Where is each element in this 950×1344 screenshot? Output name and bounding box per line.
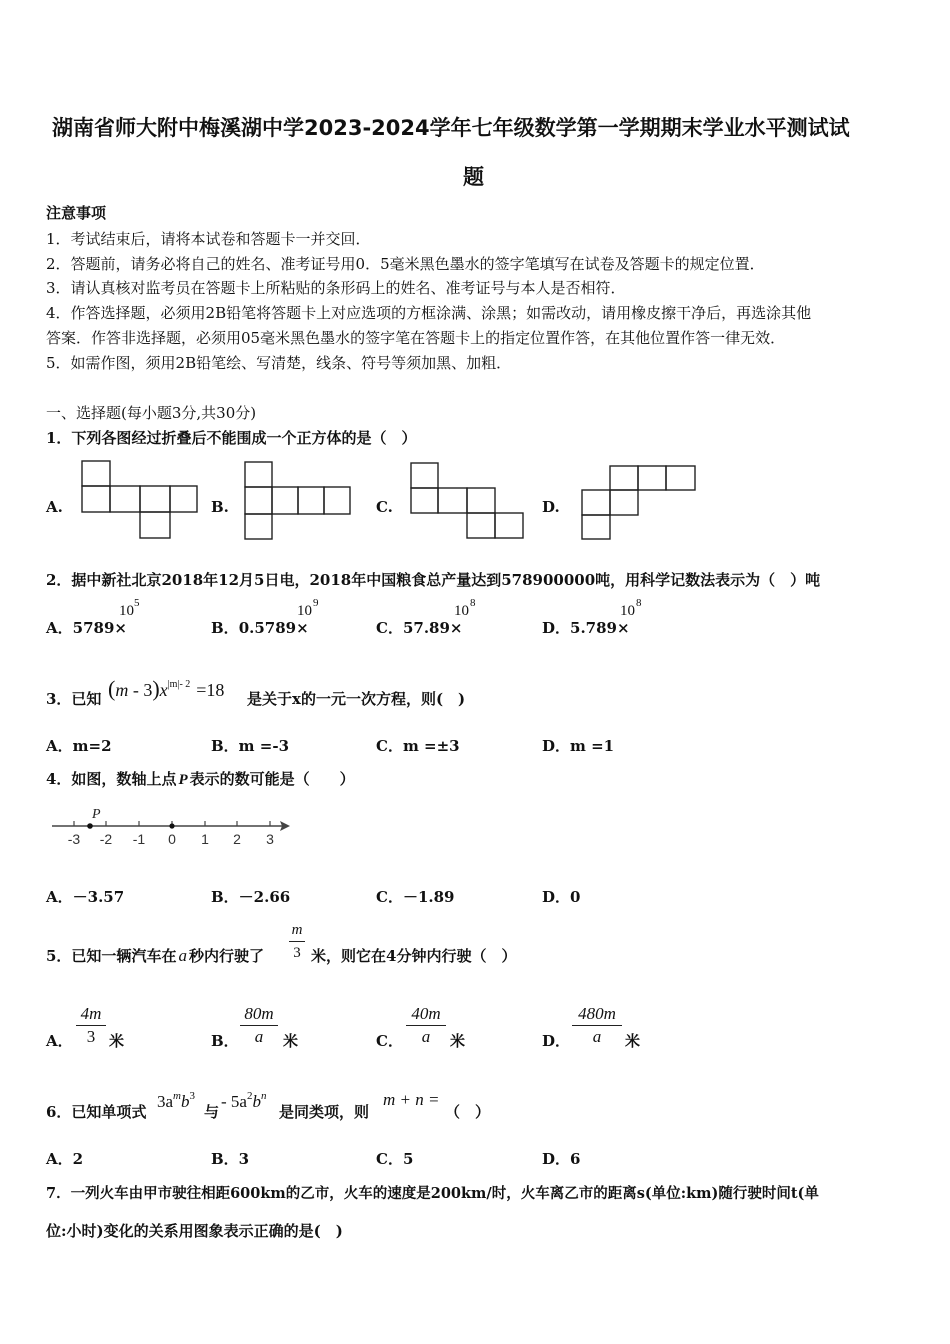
q2-option-c xyxy=(376,617,463,638)
frac-num: 40m xyxy=(411,1004,441,1023)
q6-end: （ ） xyxy=(445,1103,491,1121)
q3-option-a: A．m=2 xyxy=(46,737,112,755)
frac-den: a xyxy=(254,1027,264,1046)
question-1-stem: 1．下列各图经过折叠后不能围成一个正方体的是（ ） xyxy=(46,429,417,447)
notice-item: 5．如需作图，须用2B铅笔绘、写清楚，线条、符号等须加黑、加粗． xyxy=(46,354,512,372)
q3-exponent: |m|- 2 xyxy=(167,679,191,690)
q5-option-b-fraction xyxy=(240,1004,278,1047)
notice-heading: 注意事项 xyxy=(46,204,107,222)
q4-option-d: D．0 xyxy=(542,888,581,906)
q6-term2 xyxy=(221,1090,266,1112)
q6-term2-coef: - 5a xyxy=(221,1092,247,1111)
frac-num: 4m xyxy=(80,1004,102,1023)
q6-option-c: C．5 xyxy=(376,1150,414,1168)
question-6-post: 是同类项，则 xyxy=(279,1103,370,1121)
page-title-line2: 题 xyxy=(463,165,484,189)
q6-term2-exp-2: 2 xyxy=(246,1090,253,1102)
q6-term1-exp-m: m xyxy=(173,1090,181,1102)
q4-number-line xyxy=(48,805,298,850)
q3-equation xyxy=(108,676,224,702)
question-3-post: 是关于x的一元一次方程，则( ) xyxy=(247,690,466,708)
q6-option-a: A．2 xyxy=(46,1150,84,1168)
q5-option-a-fraction xyxy=(76,1004,106,1047)
q2-option-a-base: 10 xyxy=(119,603,134,619)
q3-minus-3: - 3 xyxy=(128,680,153,700)
q6-term1 xyxy=(157,1090,195,1112)
axis-label: 0 xyxy=(168,831,176,847)
q2-option-d-exp: 8 xyxy=(636,597,642,609)
q1-net-c xyxy=(411,463,526,541)
q4-option-a: A．－3.57 xyxy=(46,888,125,906)
q6-term2-exp-n: n xyxy=(260,1090,267,1102)
q6-term2-b: b xyxy=(252,1092,261,1111)
q3-equals: =18 xyxy=(196,680,225,700)
q5-frac-den: 3 xyxy=(293,945,301,961)
q5-option-c-label: C． xyxy=(376,1032,403,1050)
q5-option-b-unit: 米 xyxy=(283,1032,299,1050)
q2-option-text: 5789× xyxy=(72,619,127,637)
axis-label: 2 xyxy=(233,831,241,847)
notice-item: 4．作答选择题，必须用2B铅笔将答题卡上对应选项的方框涂满、涂黑；如需改动，请用橡皮擦干净后，再选涂其他 xyxy=(46,304,812,322)
q2-option-label: B． xyxy=(211,619,239,637)
q6-term1-coef: 3a xyxy=(157,1092,174,1111)
q2-option-c-base: 10 xyxy=(454,603,469,619)
axis-label: 3 xyxy=(266,831,274,847)
frac-num: 80m xyxy=(244,1004,274,1023)
q4-point-p: P xyxy=(178,772,188,788)
frac-den: 3 xyxy=(86,1027,96,1046)
notice-item: 3．请认真核对监考员在答题卡上所粘贴的条形码上的姓名、准考证号与本人是否相符． xyxy=(46,279,626,297)
q3-option-c: C．m =±3 xyxy=(376,737,460,755)
page-title-line1: 湖南省师大附中梅溪湖中学2023-2024学年七年级数学第一学期期末学业水平测试试 xyxy=(52,116,850,140)
q2-option-text: 5.789× xyxy=(570,619,630,637)
q3-option-b: B．m =-3 xyxy=(211,737,290,755)
q2-option-label: C． xyxy=(376,619,403,637)
q5-option-d-fraction xyxy=(572,1004,622,1047)
q5-pre: 5．已知一辆汽车在 xyxy=(46,947,177,965)
q5-option-a-unit: 米 xyxy=(109,1032,125,1050)
q5-option-b-label: B． xyxy=(211,1032,239,1050)
q5-mid: 秒内行驶了 xyxy=(188,947,264,965)
q1-option-d-label: D. xyxy=(542,498,560,516)
q3-paren-close: ) xyxy=(152,676,160,701)
question-7-line2: 位:小时)变化的关系用图象表示正确的是( ) xyxy=(46,1222,343,1240)
frac-den: a xyxy=(421,1027,431,1046)
question-7-line1: 7．一列火车由甲市驶往相距600km的乙市，火车的速度是200km/时，火车离乙市的距离s(单位:km)随行驶时间t(单 xyxy=(46,1185,819,1202)
q5-option-c-fraction xyxy=(406,1004,446,1047)
q6-with: 与 xyxy=(204,1103,220,1121)
q2-option-label: A． xyxy=(46,619,73,637)
axis-label: -2 xyxy=(99,831,113,847)
q5-option-a-label: A． xyxy=(46,1032,73,1050)
q3-paren-open: ( xyxy=(108,676,116,701)
q1-net-a xyxy=(82,461,198,541)
point-p-dot xyxy=(87,823,93,829)
q6-term1-b: b xyxy=(181,1092,190,1111)
notice-item: 2．答题前，请务必将自己的姓名、准考证号用0．5毫米黑色墨水的签字笔填写在试卷及答题卡的规定位置． xyxy=(46,255,765,273)
point-p-label: P xyxy=(92,807,101,822)
q1-net-b xyxy=(245,462,353,542)
q2-option-a xyxy=(46,617,127,638)
q6-term1-exp-3: 3 xyxy=(189,1090,195,1102)
notice-item: 1．考试结束后，请将本试卷和答题卡一并交回． xyxy=(46,230,371,248)
q2-option-b-exp: 9 xyxy=(313,597,319,609)
q6-option-d: D．6 xyxy=(542,1150,581,1168)
frac-num: 480m xyxy=(578,1004,616,1023)
q5-var-a: a xyxy=(178,946,187,965)
notice-item: 答案．作答非选择题，必须用05毫米黑色墨水的签字笔在答题卡上的指定位置作答，在其他位置作答一律无效． xyxy=(46,329,786,347)
q2-option-b-base: 10 xyxy=(297,603,312,619)
q5-frac-num: m xyxy=(291,922,303,938)
question-3-pre: 3．已知 xyxy=(46,690,102,708)
q1-option-c-label: C. xyxy=(376,498,393,516)
q2-option-d xyxy=(542,617,630,638)
q3-option-d: D．m =1 xyxy=(542,737,615,755)
section-heading: 一、选择题(每小题3分,共30分) xyxy=(46,404,257,422)
q3-var-m: m xyxy=(115,680,129,700)
q4-option-c: C．－1.89 xyxy=(376,888,455,906)
q4-stem-end: 表示的数可能是（ ） xyxy=(189,770,355,788)
q3-var-x: x xyxy=(159,680,168,700)
question-5-post: 米，则它在4分钟内行驶（ ） xyxy=(311,947,517,965)
axis-label: -3 xyxy=(67,831,81,847)
question-6-pre: 6．已知单项式 xyxy=(46,1103,147,1121)
q5-stem-fraction xyxy=(289,920,305,963)
q5-option-d-unit: 米 xyxy=(625,1032,641,1050)
origin-dot xyxy=(169,823,174,828)
q6-option-b: B．3 xyxy=(211,1150,250,1168)
q1-option-b-label: B. xyxy=(211,498,229,516)
q2-option-b xyxy=(211,617,309,638)
q2-option-a-exp: 5 xyxy=(134,597,140,609)
q2-option-label: D． xyxy=(542,619,571,637)
q2-option-text: 57.89× xyxy=(402,619,463,637)
q2-option-d-base: 10 xyxy=(620,603,635,619)
question-5-stem xyxy=(46,945,264,966)
q1-option-a-label: A. xyxy=(46,498,63,516)
q4-stem-text: 4．如图，数轴上点 xyxy=(46,770,177,788)
q6-expression: m + n = xyxy=(383,1090,440,1109)
q4-option-b: B．－2.66 xyxy=(211,888,291,906)
frac-den: a xyxy=(592,1027,602,1046)
axis-label: -1 xyxy=(132,831,146,847)
question-4-stem xyxy=(46,768,355,789)
q2-option-text: 0.5789× xyxy=(238,619,309,637)
q1-net-d xyxy=(582,466,698,542)
q5-option-d-label: D． xyxy=(542,1032,571,1050)
q2-option-c-exp: 8 xyxy=(470,597,476,609)
axis-label: 1 xyxy=(201,831,209,847)
q5-option-c-unit: 米 xyxy=(450,1032,466,1050)
question-2-stem: 2．据中新社北京2018年12月5日电，2018年中国粮食总产量达到578900000吨，用科学记数法表示为（ ）吨 xyxy=(46,571,821,589)
